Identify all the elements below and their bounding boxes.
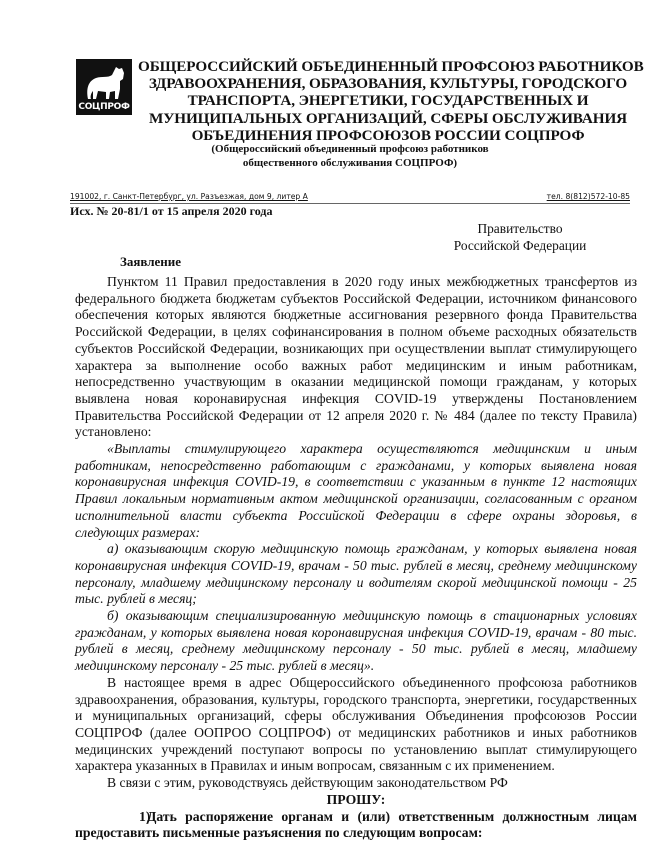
org-line: ЗДРАВООХРАНЕНИЯ, ОБРАЗОВАНИЯ, КУЛЬТУРЫ, ГОРОДСКОГО (148, 75, 628, 93)
paragraph: Пунктом 11 Правил предоставления в 2020 году иных межбюджетных трансфертов из федерального бюджета бюджетам субъектов Российской Федерации, источником финансового обеспечения которых являются бюджетные ассигнования резервного фонда Правительства Российской Федерации, в целях софинансирования в полном объеме расходных обязательств субъектов Российской Федерации, возникающих при осуществлении выплат стимулирующего характера за выполнение особо важных работ медицинским и иным работникам, непосредственно участвующим в оказании медицинской помощи гражданам, у которых выявлена новая коронавирусная инфекция COVID-19 утверждены Постановлением Правительства Российской Федерации от 12 апреля 2020 г. № 484 (далее по тексту Правила) установлено: (75, 274, 637, 440)
sub-line: (Общероссийский объединенный профсоюз работников (211, 143, 489, 155)
organization-subtitle (180, 143, 520, 170)
postal-address: 191002, г. Санкт-Петербург, ул. Разъезжая, дом 9, литер А (70, 192, 308, 201)
request-heading: ПРОШУ: (326, 791, 386, 807)
request-item-number: 1) (139, 808, 151, 824)
quoted-paragraph: «Выплаты стимулирующего характера осуществляются медицинским и иным работникам, непосредственно работающим с гражданами, у которых выявлена новая коронавирусная инфекция COVID-19, в соответствии с указанным в пункте 12 настоящих Правил локальным нормативным актом медицинской организации, согласованным с органом исполнительной власти субъекта Российской Федерации в сфере охраны здоровья, в следующих размерах: (75, 441, 637, 540)
address-line (70, 191, 630, 204)
request-item-text: Дать распоряжение органам и (или) ответственным должностным лицам предоставить письменные разъяснения по следующим вопросам: (75, 808, 637, 841)
organization-name (138, 58, 644, 144)
sotsprof-logo (76, 59, 132, 115)
quoted-item-a: а) оказывающим скорую медицинскую помощь гражданам, у которых выявлена новая коронавирусная инфекция COVID-19, врачам - 50 тыс. рублей в месяц, среднему медицинскому персоналу, младшему медицинскому персоналу и водителям скорой медицинской помощи - 25 тыс. рублей в месяц; (75, 541, 637, 607)
org-line: ОБЪЕДИНЕНИЯ ПРОФСОЮЗОВ РОССИИ СОЦПРОФ (191, 126, 585, 144)
sub-line: общественного обслуживания СОЦПРОФ) (242, 156, 458, 169)
paragraph: В настоящее время в адрес Общероссийского объединенного профсоюза работников здравоохранения, образования, культуры, городского транспорта, энергетики, государственных и муниципальных организаций, сферы обслуживания Объединения профсоюзов России СОЦПРОФ (далее ООПРОО СОЦПРОФ) от медицинских работников и иных работников медицинских учреждений поступают вопросы по установлению выплат стимулирующего характера указанных в Правилах и иным вопросам, связанным с их применением. (75, 674, 637, 774)
paragraph: В связи с этим, руководствуясь действующим законодательством РФ (107, 775, 508, 791)
request-item (75, 809, 637, 842)
logo-text: СОЦПРОФ (76, 102, 132, 113)
document-title: Заявление (120, 254, 182, 269)
outgoing-reference: Исх. № 20-81/1 от 15 апреля 2020 года (70, 204, 273, 218)
org-line: МУНИЦИПАЛЬНЫХ ОРГАНИЗАЦИЙ, СФЕРЫ ОБСЛУЖИВАНИЯ (148, 109, 628, 127)
addressee-line: Правительство (477, 221, 563, 236)
addressee (440, 220, 600, 254)
phone-number: тел. 8(812)572-10-85 (546, 192, 630, 201)
document-body (75, 274, 637, 842)
addressee-line: Российской Федерации (453, 238, 587, 253)
org-line: ОБЩЕРОССИЙСКИЙ ОБЪЕДИНЕННЫЙ ПРОФСОЮЗ РАБОТНИКОВ (138, 58, 644, 75)
org-line: ТРАНСПОРТА, ЭНЕРГЕТИКИ, ГОСУДАРСТВЕННЫХ И (187, 92, 589, 110)
quoted-item-b: б) оказывающим специализированную медицинскую помощь в стационарных условиях гражданам, у которых выявлена новая коронавирусная инфекция COVID-19, врачам - 80 тыс. рублей в месяц, среднему медицинскому персоналу - 50 тыс. рублей в месяц, младшему медицинскому персоналу - 25 тыс. рублей в месяц». (75, 608, 637, 674)
